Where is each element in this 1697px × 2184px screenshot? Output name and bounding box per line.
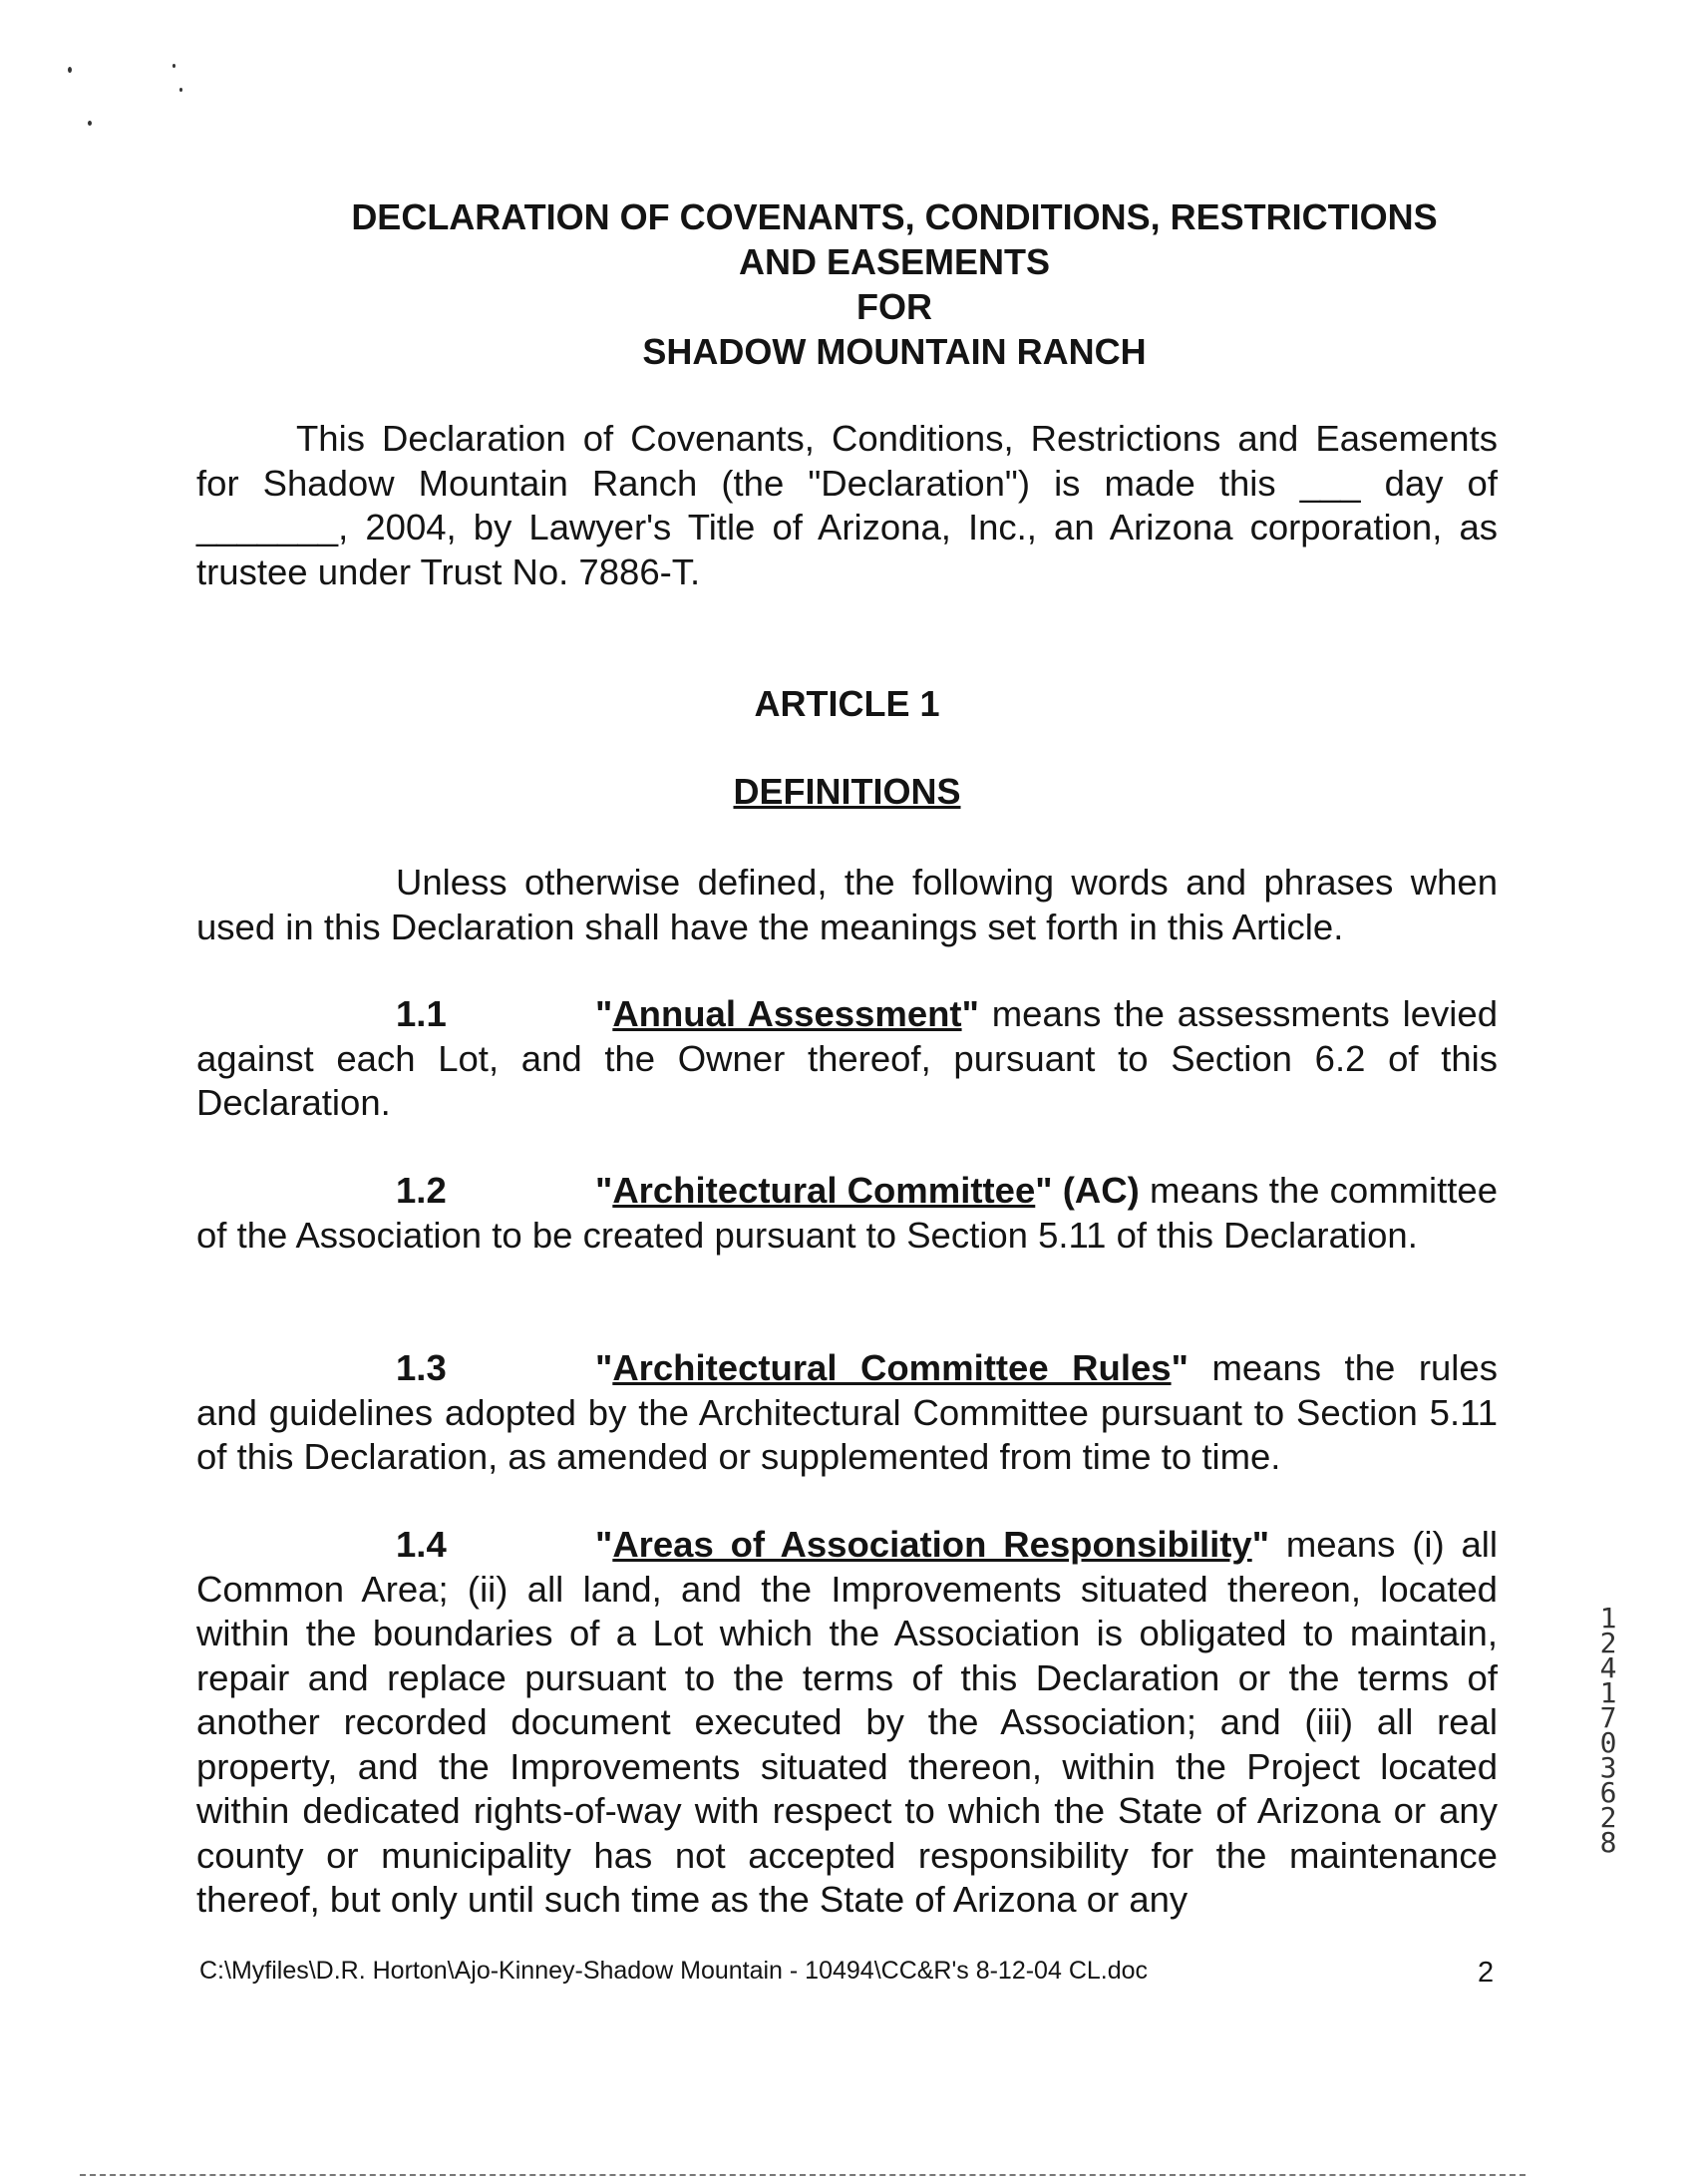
- scan-speck: [88, 121, 92, 126]
- scan-speck: [68, 67, 72, 73]
- scan-speck: [179, 88, 182, 92]
- intro-paragraph: This Declaration of Covenants, Conditions, Restrictions and Easements for Shadow Mountain Ranch (the "Declaration") is made this ___ day of _______, 2004, by Lawyer's Title of Arizona, Inc., an Arizona corporation, as trustee under Trust No. 7886-T.: [196, 418, 1498, 592]
- margin-stamp-number: 12417 03628: [1599, 1602, 1617, 1859]
- section-1-4: 1.4 "Areas of Association Responsibility" means (i) all Common Area; (ii) all land, and the Improvements situated thereon, located within the boundaries of a Lot which the Association is obligated to maintain, repair and replace pursuant to the terms of this Declaration or the terms of another recorded document executed by the Association; and (iii) all real property, and the Improvements situated thereon, within the Project located within dedicated rights-of-way with respect to which the State of Arizona or any county or municipality has not accepted responsibility for the maintenance thereof, but only until such time as the State of Arizona or any: [196, 1524, 1498, 1920]
- section-number: 1.3: [396, 1347, 447, 1388]
- section-text: means the committee of the Association to be created pursuant to Section 5.11 of this Declaration.: [196, 1170, 1498, 1256]
- defined-term: Architectural Committee Rules: [612, 1347, 1172, 1388]
- section-text: means (i) all Common Area; (ii) all land, and the Improvements situated thereon, located within the boundaries of a Lot which the Association is obligated to maintain, repair and replace pursuant to the terms of this Declaration or the terms of another recorded document executed by the Association; and (iii) all real property, and the Improvements situated thereon, within the Project located within dedicated rights-of-way with respect to which the State of Arizona or any county or municipality has not accepted responsibility for the maintenance thereof, but only until such time as the State of Arizona or any: [196, 1524, 1498, 1920]
- scan-edge-line: [80, 2174, 1526, 2176]
- page-number: 2: [1478, 1957, 1495, 1989]
- footer-file-path: C:\Myfiles\D.R. Horton\Ajo-Kinney-Shadow Mountain - 10494\CC&R's 8-12-04 CL.doc: [199, 1957, 1149, 1985]
- document-title: [196, 194, 1592, 374]
- section-text: means the assessments levied against each Lot, and the Owner thereof, pursuant to Section 6.2 of this Declaration.: [196, 993, 1498, 1123]
- section-1-2: 1.2 "Architectural Committee" (AC) means the committee of the Association to be created pursuant to Section 5.11 of this Declaration.: [196, 1170, 1498, 1256]
- definitions-preamble: Unless otherwise defined, the following words and phrases when used in this Declaration shall have the meanings set forth in this Article.: [196, 862, 1498, 947]
- title-line-4: SHADOW MOUNTAIN RANCH: [642, 331, 1147, 372]
- section-number: 1.4: [396, 1524, 447, 1565]
- title-line-1: DECLARATION OF COVENANTS, CONDITIONS, RESTRICTIONS: [351, 196, 1438, 237]
- defined-term: Architectural Committee: [612, 1170, 1036, 1211]
- defined-term: Annual Assessment: [612, 993, 962, 1034]
- definitions-heading: DEFINITIONS: [733, 771, 961, 812]
- section-number: 1.1: [396, 993, 447, 1034]
- section-number: 1.2: [396, 1170, 447, 1211]
- defined-term: Areas of Association Responsibility: [612, 1524, 1252, 1565]
- article-heading: ARTICLE 1: [754, 683, 940, 724]
- section-text: means the rules and guidelines adopted by the Architectural Committee pursuant to Section 5.11 of this Declaration, as amended or supplemented from time to time.: [196, 1347, 1498, 1477]
- scan-speck: [172, 64, 175, 68]
- term-suffix: (AC): [1052, 1170, 1140, 1211]
- title-line-3: FOR: [856, 286, 932, 327]
- section-1-1: 1.1 "Annual Assessment" means the assessments levied against each Lot, and the Owner thereof, pursuant to Section 6.2 of this Declaration.: [196, 993, 1498, 1123]
- title-line-2: AND EASEMENTS: [738, 241, 1051, 282]
- section-1-3: 1.3 "Architectural Committee Rules" means the rules and guidelines adopted by the Architectural Committee pursuant to Section 5.11 of this Declaration, as amended or supplemented from time to time.: [196, 1347, 1498, 1477]
